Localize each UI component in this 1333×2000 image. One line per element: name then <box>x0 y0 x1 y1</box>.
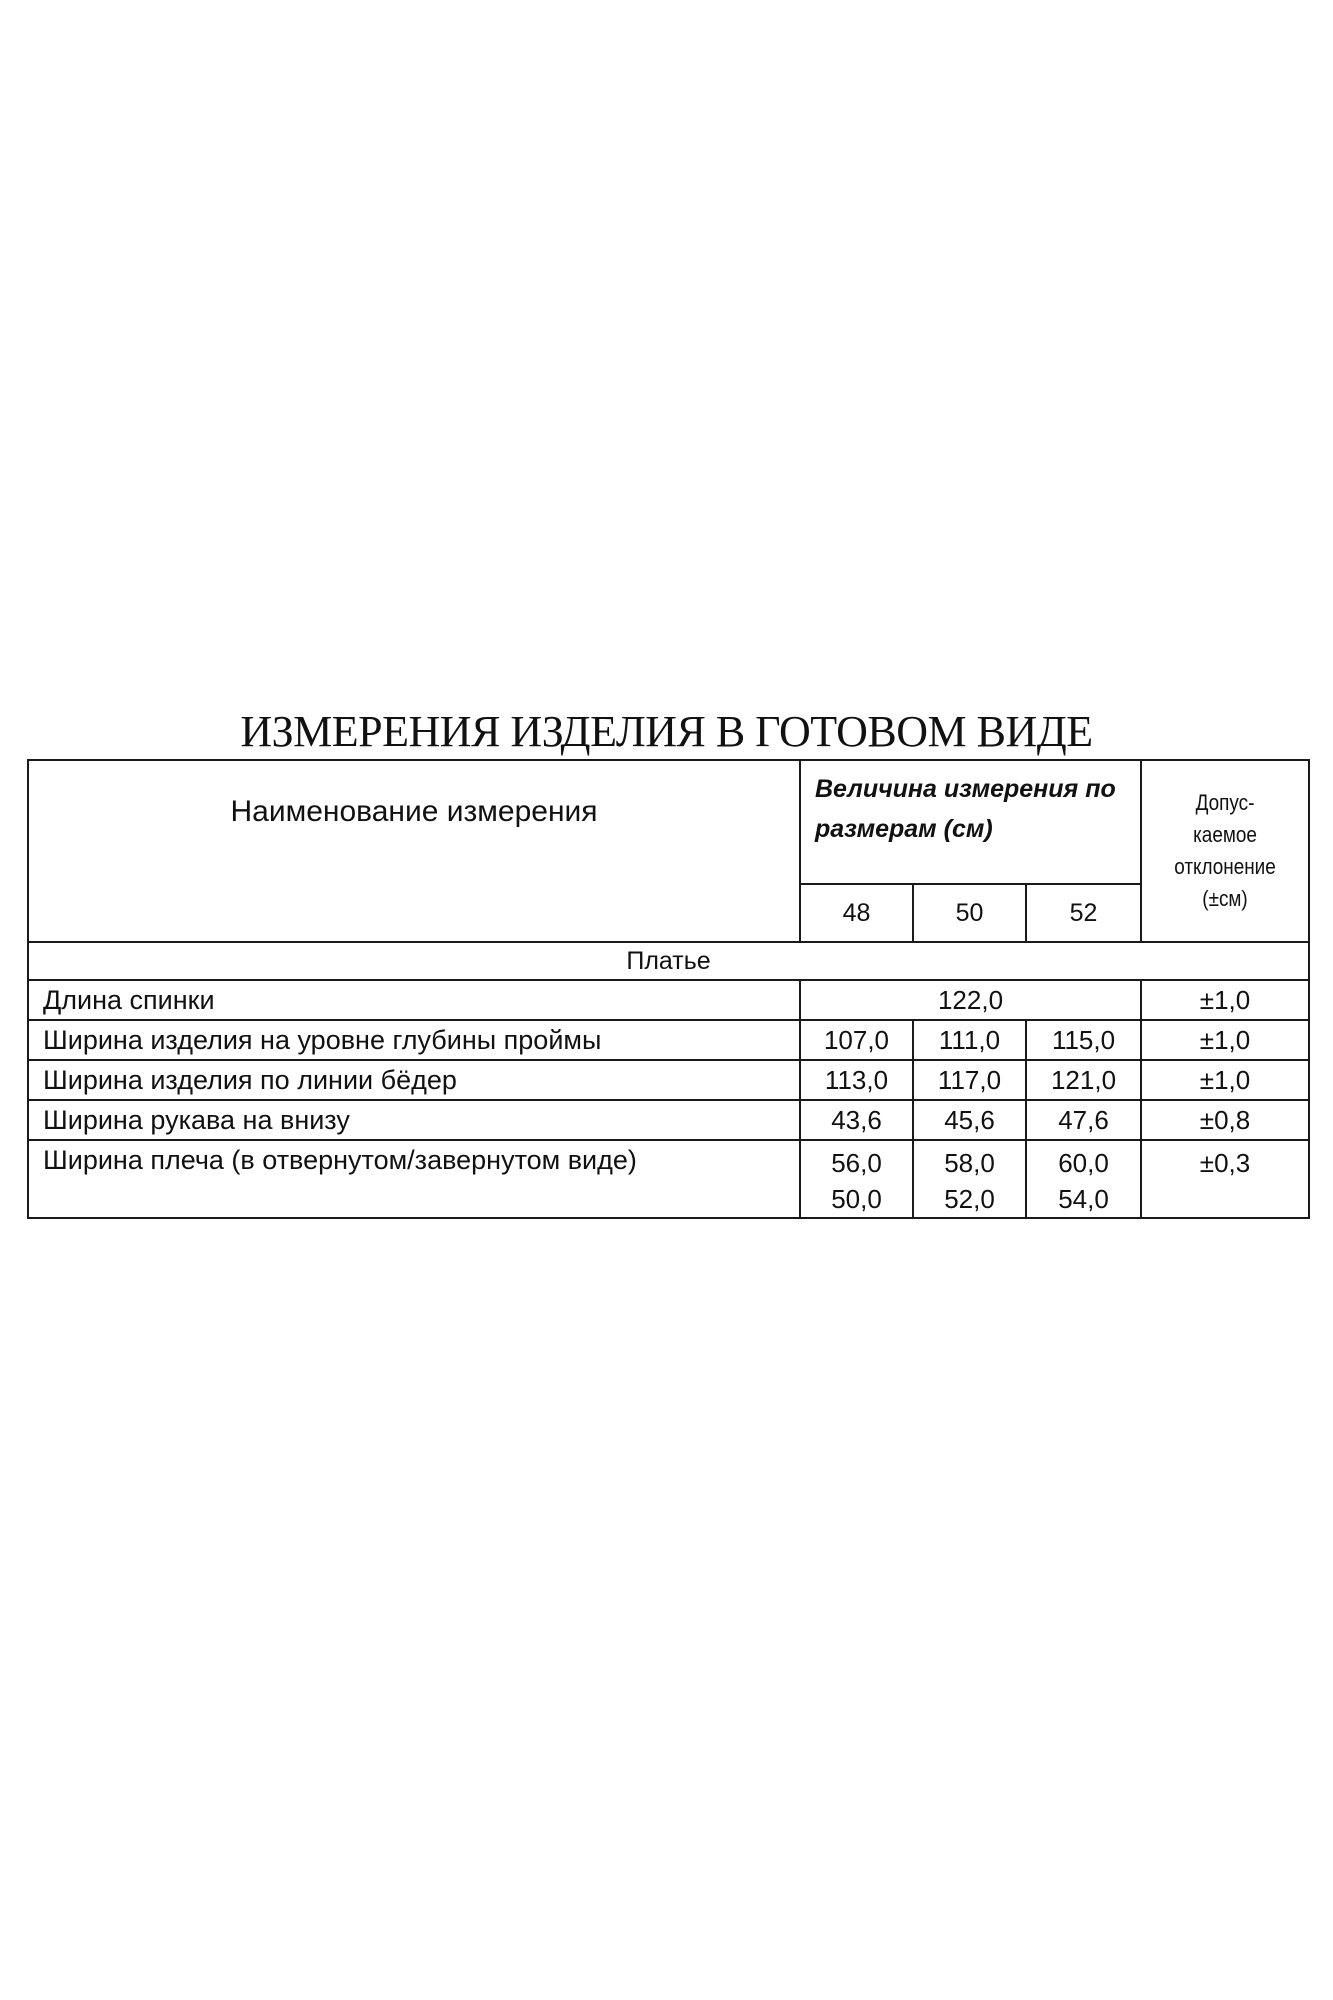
row-value: 58,0 <box>944 1148 995 1178</box>
row-value: 121,0 <box>1026 1060 1141 1100</box>
row-tolerance: ±0,8 <box>1141 1100 1309 1140</box>
row-tolerance: ±1,0 <box>1141 980 1309 1020</box>
row-value: 115,0 <box>1026 1020 1141 1060</box>
size-50: 50 <box>913 884 1026 942</box>
header-tolerance-line: каемое <box>1193 822 1257 847</box>
row-value: 60,0 <box>1058 1148 1109 1178</box>
row-label: Ширина изделия по линии бёдер <box>28 1060 800 1100</box>
row-value: 107,0 <box>800 1020 913 1060</box>
header-tolerance <box>1153 760 1297 942</box>
row-tolerance: ±1,0 <box>1141 1060 1309 1100</box>
row-value-pair <box>1026 1140 1141 1218</box>
row-label: Ширина плеча (в отвернутом/завернутом виде) <box>28 1140 800 1218</box>
size-52: 52 <box>1026 884 1141 942</box>
table-row <box>28 1060 1309 1100</box>
row-value-second: 54,0 <box>1058 1184 1109 1214</box>
table-row <box>28 1020 1309 1060</box>
size-48: 48 <box>800 884 913 942</box>
header-size-values: Величина измерения по размерам (см) <box>800 760 1141 884</box>
header-tolerance-line: (±см) <box>1202 886 1248 911</box>
header-row <box>28 760 1309 884</box>
row-value: 45,6 <box>913 1100 1026 1140</box>
header-measurement-name: Наименование измерения <box>28 760 800 942</box>
row-tolerance: ±0,3 <box>1141 1140 1309 1218</box>
table-row <box>28 1140 1309 1218</box>
row-label: Ширина рукава на внизу <box>28 1100 800 1140</box>
row-value-merged: 122,0 <box>800 980 1141 1020</box>
row-label: Ширина изделия на уровне глубины проймы <box>28 1020 800 1060</box>
row-value-second: 52,0 <box>944 1184 995 1214</box>
row-value-pair <box>800 1140 913 1218</box>
row-value: 43,6 <box>800 1100 913 1140</box>
section-label: Платье <box>28 942 1309 980</box>
row-value: 56,0 <box>831 1148 882 1178</box>
row-value: 113,0 <box>800 1060 913 1100</box>
measurements-table <box>27 759 1310 1219</box>
document-title: ИЗМЕРЕНИЯ ИЗДЕЛИЯ В ГОТОВОМ ВИДЕ <box>240 707 1093 756</box>
table-row <box>28 980 1309 1020</box>
header-tolerance-line: Допус- <box>1195 790 1255 815</box>
row-value-pair <box>913 1140 1026 1218</box>
row-value-second: 50,0 <box>831 1184 882 1214</box>
row-value: 117,0 <box>913 1060 1026 1100</box>
row-label: Длина спинки <box>28 980 800 1020</box>
row-tolerance: ±1,0 <box>1141 1020 1309 1060</box>
row-value: 47,6 <box>1026 1100 1141 1140</box>
row-value: 111,0 <box>913 1020 1026 1060</box>
header-tolerance-line: отклонение <box>1174 854 1276 879</box>
section-row <box>28 942 1309 980</box>
table-row <box>28 1100 1309 1140</box>
